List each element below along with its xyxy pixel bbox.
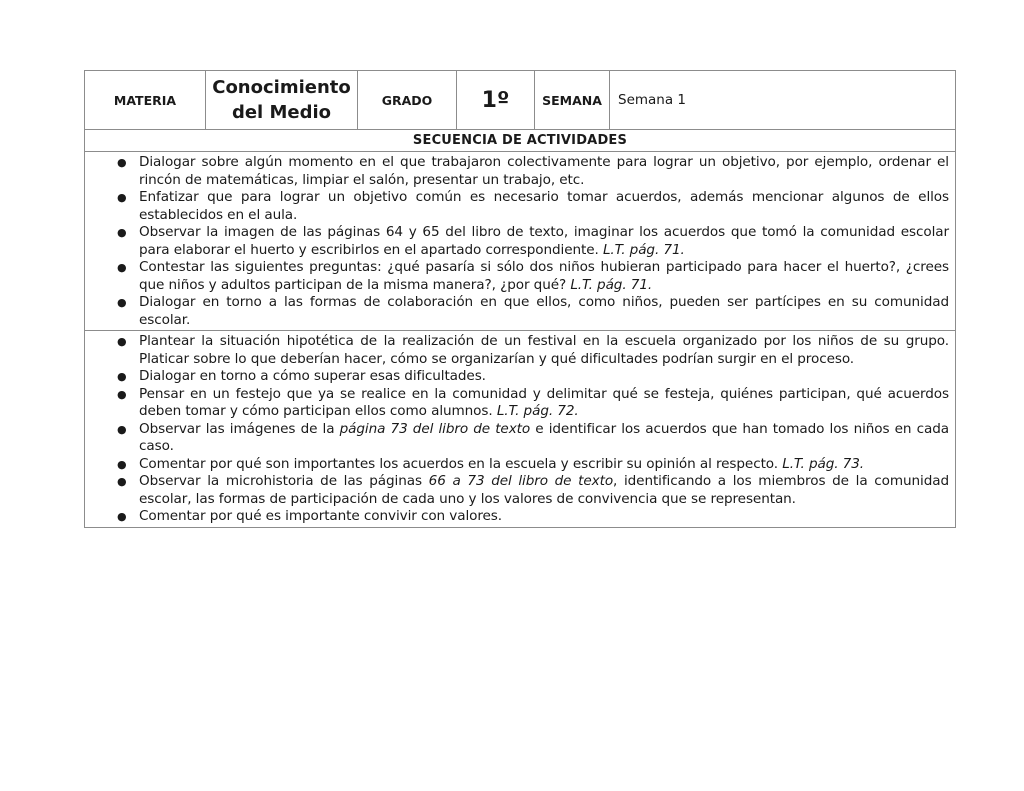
book-reference: L.T. pág. 72.: [496, 403, 579, 419]
activity-item: [117, 294, 949, 329]
bullet-icon: ●: [117, 156, 127, 169]
activity-text: Pensar en un festejo que ya se realice en la comunidad y delimitar qué se festeja, quiénes participan, qué acuerdos deben tomar y cómo participan ellos como alumnos.: [139, 385, 949, 419]
activity-text: Observar la imagen de las páginas 64 y 65 del libro de texto, imaginar los acuerdos que tomó la comunidad escolar para elaborar el huerto y escribirlos en el apartado correspondiente.: [139, 224, 949, 258]
bullet-icon: ●: [117, 510, 127, 523]
activities-block-2: [85, 331, 956, 528]
activity-text: Contestar las siguientes preguntas: ¿qué pasaría si sólo dos niños hubieran participado para hacer el huerto?, ¿crees que niños y adultos participan de la misma manera?, ¿por qué?: [139, 259, 949, 293]
activity-item: [117, 385, 949, 421]
bullet-icon: ●: [117, 387, 127, 401]
book-reference: L.T. pág. 73.: [782, 455, 864, 472]
week-value: Semana 1: [610, 71, 956, 130]
semana-label: SEMANA: [535, 71, 610, 130]
activity-text: Plantear la situación hipotética de la realización de un festival en la escuela organizado por los niños de su grupo. Platicar sobre lo que deberían hacer, cómo se organizarían y qué dificultades podrían surgir en el proceso.: [139, 333, 949, 367]
grado-label: GRADO: [358, 71, 457, 130]
activity-item: [117, 224, 949, 259]
activity-text: Observar la microhistoria de las páginas: [139, 473, 429, 489]
activity-text: Dialogar en torno a cómo superar esas dificultades.: [139, 368, 486, 384]
activity-item: [117, 154, 949, 189]
activities-block-1: [85, 152, 956, 331]
book-reference: 66 a 73 del libro de texto: [428, 473, 614, 489]
activity-text-tail: , identificando a los miembros de la comunidad escolar, las formas de participación de cada uno y los valores de convivencia que se representan.: [139, 473, 949, 507]
bullet-icon: ●: [117, 191, 127, 204]
activity-text: Comentar por qué es importante convivir con valores.: [139, 508, 503, 524]
grade-value: 1º: [457, 71, 535, 130]
activity-text: Dialogar sobre algún momento en el que trabajaron colectivamente para lograr un objetivo, por ejemplo, ordenar el rincón de matemáticas, limpiar el salón, presentar un trabajo, etc.: [139, 154, 949, 188]
bullet-icon: ●: [117, 296, 127, 309]
bullet-icon: ●: [117, 457, 127, 471]
lesson-plan-page: [84, 70, 956, 528]
activity-item: [117, 333, 949, 368]
bullet-icon: ●: [117, 475, 127, 488]
header-row: [85, 71, 956, 130]
lesson-plan-table: [84, 70, 956, 528]
bullet-icon: ●: [117, 422, 127, 436]
activity-list-1: [85, 154, 955, 329]
activity-text: Dialogar en torno a las formas de colaboración en que ellos, como niños, pueden ser partícipes en su comunidad escolar.: [139, 294, 949, 328]
activity-item: [117, 508, 949, 526]
activities-block-2-row: [85, 331, 956, 528]
activities-block-1-row: [85, 152, 956, 331]
activity-item: [117, 473, 949, 508]
materia-label: MATERIA: [85, 71, 206, 130]
activity-list-2: [85, 333, 955, 526]
activity-text: Enfatizar que para lograr un objetivo común es necesario tomar acuerdos, además mencionar algunos de ellos establecidos en el aula.: [139, 189, 949, 223]
activity-text: Comentar por qué son importantes los acuerdos en la escuela y escribir su opinión al respecto.: [139, 455, 783, 472]
activity-text: Observar las imágenes de la: [139, 420, 340, 437]
activity-text-tail: e identificar los acuerdos que han tomado los niños en cada caso.: [139, 420, 949, 454]
book-reference: página 73 del libro de texto: [339, 420, 531, 437]
activity-item: [117, 368, 949, 386]
activity-item: [117, 420, 949, 456]
activity-item: [117, 189, 949, 224]
sequence-title-row: [85, 130, 956, 152]
subject-value: Conocimiento del Medio: [206, 71, 358, 130]
bullet-icon: ●: [117, 261, 127, 274]
bullet-icon: ●: [117, 335, 127, 348]
bullet-icon: ●: [117, 226, 127, 239]
bullet-icon: ●: [117, 370, 127, 383]
activity-item: [117, 455, 949, 474]
sequence-title: SECUENCIA DE ACTIVIDADES: [85, 130, 956, 152]
activity-item: [117, 259, 949, 294]
book-reference: L.T. pág. 71.: [570, 276, 653, 293]
book-reference: L.T. pág. 71.: [602, 241, 685, 258]
